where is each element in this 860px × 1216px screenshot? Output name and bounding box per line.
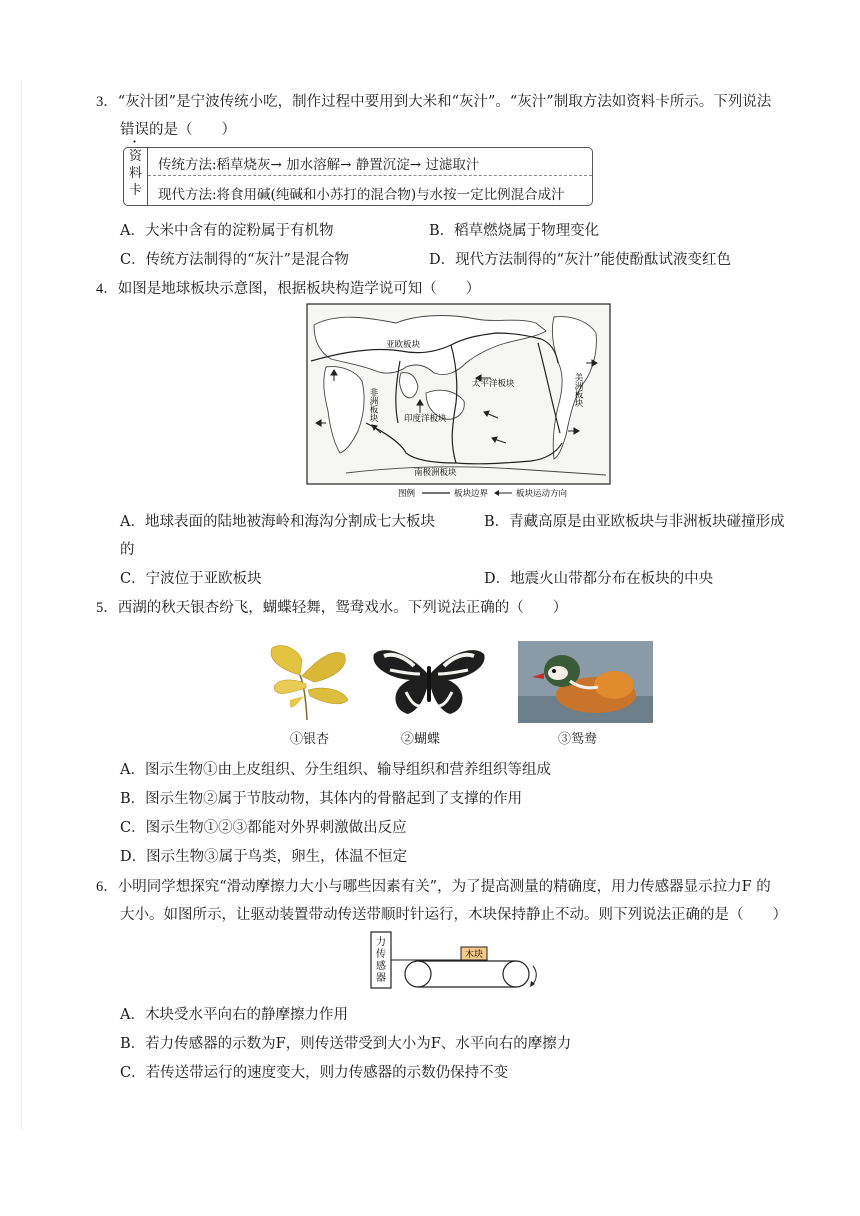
option-c[interactable]: C．宁波位于亚欧板块 [120, 571, 262, 587]
mandarin-duck-image [518, 641, 653, 723]
page-edge-line [21, 80, 22, 1130]
option-c[interactable]: C．图示生物①②③都能对外界刺激做出反应 [120, 820, 407, 836]
plate-map [306, 303, 611, 501]
plate-label-african: 非洲板块 [344, 388, 378, 398]
question-number: 3． [96, 94, 118, 110]
ginkgo-image [262, 640, 357, 722]
legend-boundary: 板块边界 [454, 489, 489, 499]
option-a[interactable]: A．大米中含有的淀粉属于有机物 [120, 223, 334, 239]
option-d[interactable]: D．地震火山带都分布在板块的中央 [484, 571, 714, 587]
legend-title: 图例 [398, 489, 416, 499]
option-b[interactable]: B．图示生物②属于节肢动物，其体内的骨骼起到了支撑的作用 [120, 791, 523, 807]
question-5 [96, 596, 567, 617]
question-6-stem-line2: 大小。如图所示，让驱动装置带动传送带顺时针运行，木块保持静止不动。则下列说法正确的是（ ） [120, 907, 787, 923]
stem-tail: 的是（ ） [149, 122, 236, 138]
plate-label-eurasian: 亚欧板块 [386, 340, 421, 350]
butterfly-image [370, 644, 488, 718]
plate-label-indian: 印度洋板块 [404, 414, 447, 424]
question-number: 5． [96, 600, 118, 616]
conveyor-diagram [368, 930, 548, 990]
info-card [123, 147, 593, 206]
question-stem: 西湖的秋天银杏纷飞，蝴蝶轻舞，鸳鸯戏水。下列说法正确的（ ） [117, 600, 568, 616]
question-stem: 如图是地球板块示意图，根据板块构造学说可知（ ） [117, 281, 481, 297]
option-b[interactable]: B．若力传感器的示数为F，则传送带受到大小为F、水平向右的摩擦力 [120, 1036, 572, 1052]
option-b[interactable]: B．青藏高原是由亚欧板块与非洲板块碰撞形成 [484, 514, 785, 530]
option-c[interactable]: C．若传送带运行的速度变大，则力传感器的示数仍保持不变 [120, 1065, 509, 1081]
question-number: 4． [96, 281, 118, 297]
option-c[interactable]: C．传统方法制得的“灰汁”是混合物 [120, 252, 349, 268]
question-3 [96, 90, 771, 111]
sensor-label-char: 力 [376, 937, 386, 948]
plate-label-antarctic: 南极洲板块 [414, 468, 457, 478]
legend-motion: 板块运动方向 [516, 489, 568, 499]
emphasized-word: 错误 [120, 122, 149, 138]
caption-butterfly: ②蝴蝶 [401, 732, 441, 747]
question-4 [96, 277, 480, 298]
caption-mandarin-duck: ③鸳鸯 [558, 732, 598, 747]
option-a[interactable]: A．地球表面的陆地被海岭和海沟分割成七大板块 [120, 514, 435, 530]
plate-label-pacific: 太平洋板块 [472, 379, 515, 389]
question-3-stem-line2 [120, 118, 236, 139]
question-stem: 小明同学想探究“滑动摩擦力大小与哪些因素有关”，为了提高测量的精确度，用力传感器显示拉力F 的 [117, 879, 771, 895]
option-b[interactable]: B．稻草燃烧属于物理变化 [429, 223, 600, 239]
option-d[interactable]: D．现代方法制得的“灰汁”能使酚酞试液变红色 [429, 252, 731, 268]
caption-ginkgo: ①银杏 [290, 732, 330, 747]
card-line-traditional: 传统方法:稻草烧灰→ 加水溶解→ 静置沉淀→ 过滤取汁 [158, 157, 480, 173]
card-side-char: 卡 [128, 183, 142, 198]
card-side-char: 资 [128, 149, 142, 164]
option-a[interactable]: A．图示生物①由上皮组织、分生组织、输导组织和营养组织等组成 [120, 762, 551, 778]
card-line-modern: 现代方法:将食用碱(纯碱和小苏打的混合物)与水按一定比例混合成汁 [158, 187, 565, 203]
option-b-continued: 的 [120, 542, 135, 558]
question-stem: “灰汁团”是宁波传统小吃，制作过程中要用到大米和“灰汁”。“灰汁”制取方法如资料卡所示。下列说法 [117, 94, 772, 110]
question-6 [96, 875, 771, 896]
sensor-label-char: 感 [376, 961, 386, 972]
info-card-side-label [124, 148, 148, 205]
block-label: 木块 [464, 950, 484, 960]
plate-label-american: 美洲板块 [573, 373, 583, 407]
card-side-char: 料 [128, 166, 142, 181]
sensor-label-char: 传 [376, 949, 386, 960]
option-a[interactable]: A．木块受水平向右的静摩擦力作用 [120, 1007, 348, 1023]
option-d[interactable]: D．图示生物③属于鸟类，卵生，体温不恒定 [120, 849, 408, 865]
question-number: 6． [96, 879, 118, 895]
sensor-label-char: 器 [376, 973, 386, 984]
card-divider [148, 175, 592, 176]
